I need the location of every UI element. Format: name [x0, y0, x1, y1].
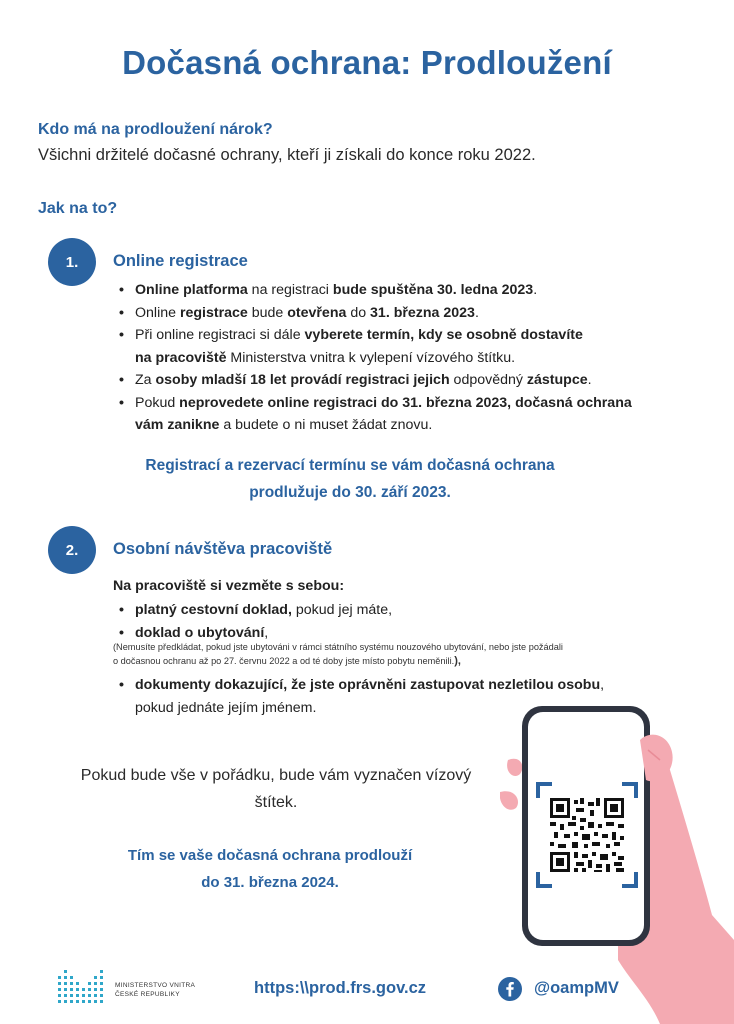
step-2-list — [113, 599, 653, 644]
step-2-intro: Na pracoviště si vezměte s sebou: — [113, 578, 345, 594]
phone-screen — [528, 712, 644, 940]
step-1-number: 1. — [65, 253, 79, 271]
list-item: • Při online registraci si dále vyberete termín, kdy se osobně dostavíte na pracoviště Ministerstva vnitra k vylepení vízového štítku. — [113, 324, 653, 369]
final-text: Pokud bude vše v pořádku, bude vám vyznačen vízový štítek. — [80, 767, 472, 811]
social-handle[interactable]: @oampMV — [534, 979, 619, 997]
page-title: Dočasná ochrana: Prodloužení — [122, 44, 612, 81]
list-item: • doklad o ubytování, — [113, 622, 653, 645]
website-link[interactable]: https:\\prod.frs.gov.cz — [254, 979, 427, 997]
list-item: • Online registrace bude otevřena do 31. března 2023. — [113, 302, 653, 325]
step-1-badge — [48, 238, 96, 286]
hand-finger — [500, 791, 518, 810]
eligibility-answer: Všichni držitelé dočasné ochrany, kteří ji získali do konce roku 2022. — [38, 146, 536, 164]
list-item: • Pokud neprovedete online registraci do 31. března 2023, dočasná ochrana vám zanikne a budete o ni muset žádat znovu. — [113, 392, 653, 437]
ministry-logo-text: MINISTERSTVO VNITRA ČESKÉ REPUBLIKY — [115, 982, 196, 998]
step-2-note: (Nemusíte předkládat, pokud jste ubytováni v rámci státního systému nouzového ubytování, nebo jste požádali o dočasnou ochranu až po 27. červnu 2022 a od té doby jste místo pobytu neměnili.), — [113, 642, 563, 667]
list-item: • platný cestovní doklad, pokud jej máte, — [113, 599, 653, 622]
ministry-logo-icon — [58, 968, 108, 1008]
eligibility-question: Kdo má na prodloužení nárok? — [38, 121, 273, 138]
step-1-highlight: Registrací a rezervací termínu se vám dočasná ochrana prodlužuje do 30. září 2023. — [145, 457, 555, 501]
step-2-number: 2. — [65, 541, 79, 559]
list-item: • Online platforma na registraci bude spuštěna 30. ledna 2023. — [113, 279, 653, 302]
facebook-icon[interactable] — [498, 977, 522, 1001]
step-2-title: Osobní návštěva pracoviště — [113, 540, 333, 558]
hand-finger — [507, 759, 522, 776]
step-2-badge — [48, 526, 96, 574]
list-item: • dokumenty dokazující, že jste oprávněni zastupovat nezletilou osobu, pokud jednáte jejím jménem. — [113, 674, 653, 719]
phone-illustration — [500, 700, 734, 1024]
final-highlight: Tím se vaše dočasná ochrana prodlouží do 31. března 2024. — [127, 847, 413, 891]
list-item: • Za osoby mladší 18 let provádí registraci jejich odpovědný zástupce. — [113, 369, 653, 392]
howto-heading: Jak na to? — [38, 200, 118, 217]
step-1-title: Online registrace — [113, 252, 248, 270]
step-1-list — [113, 279, 653, 437]
